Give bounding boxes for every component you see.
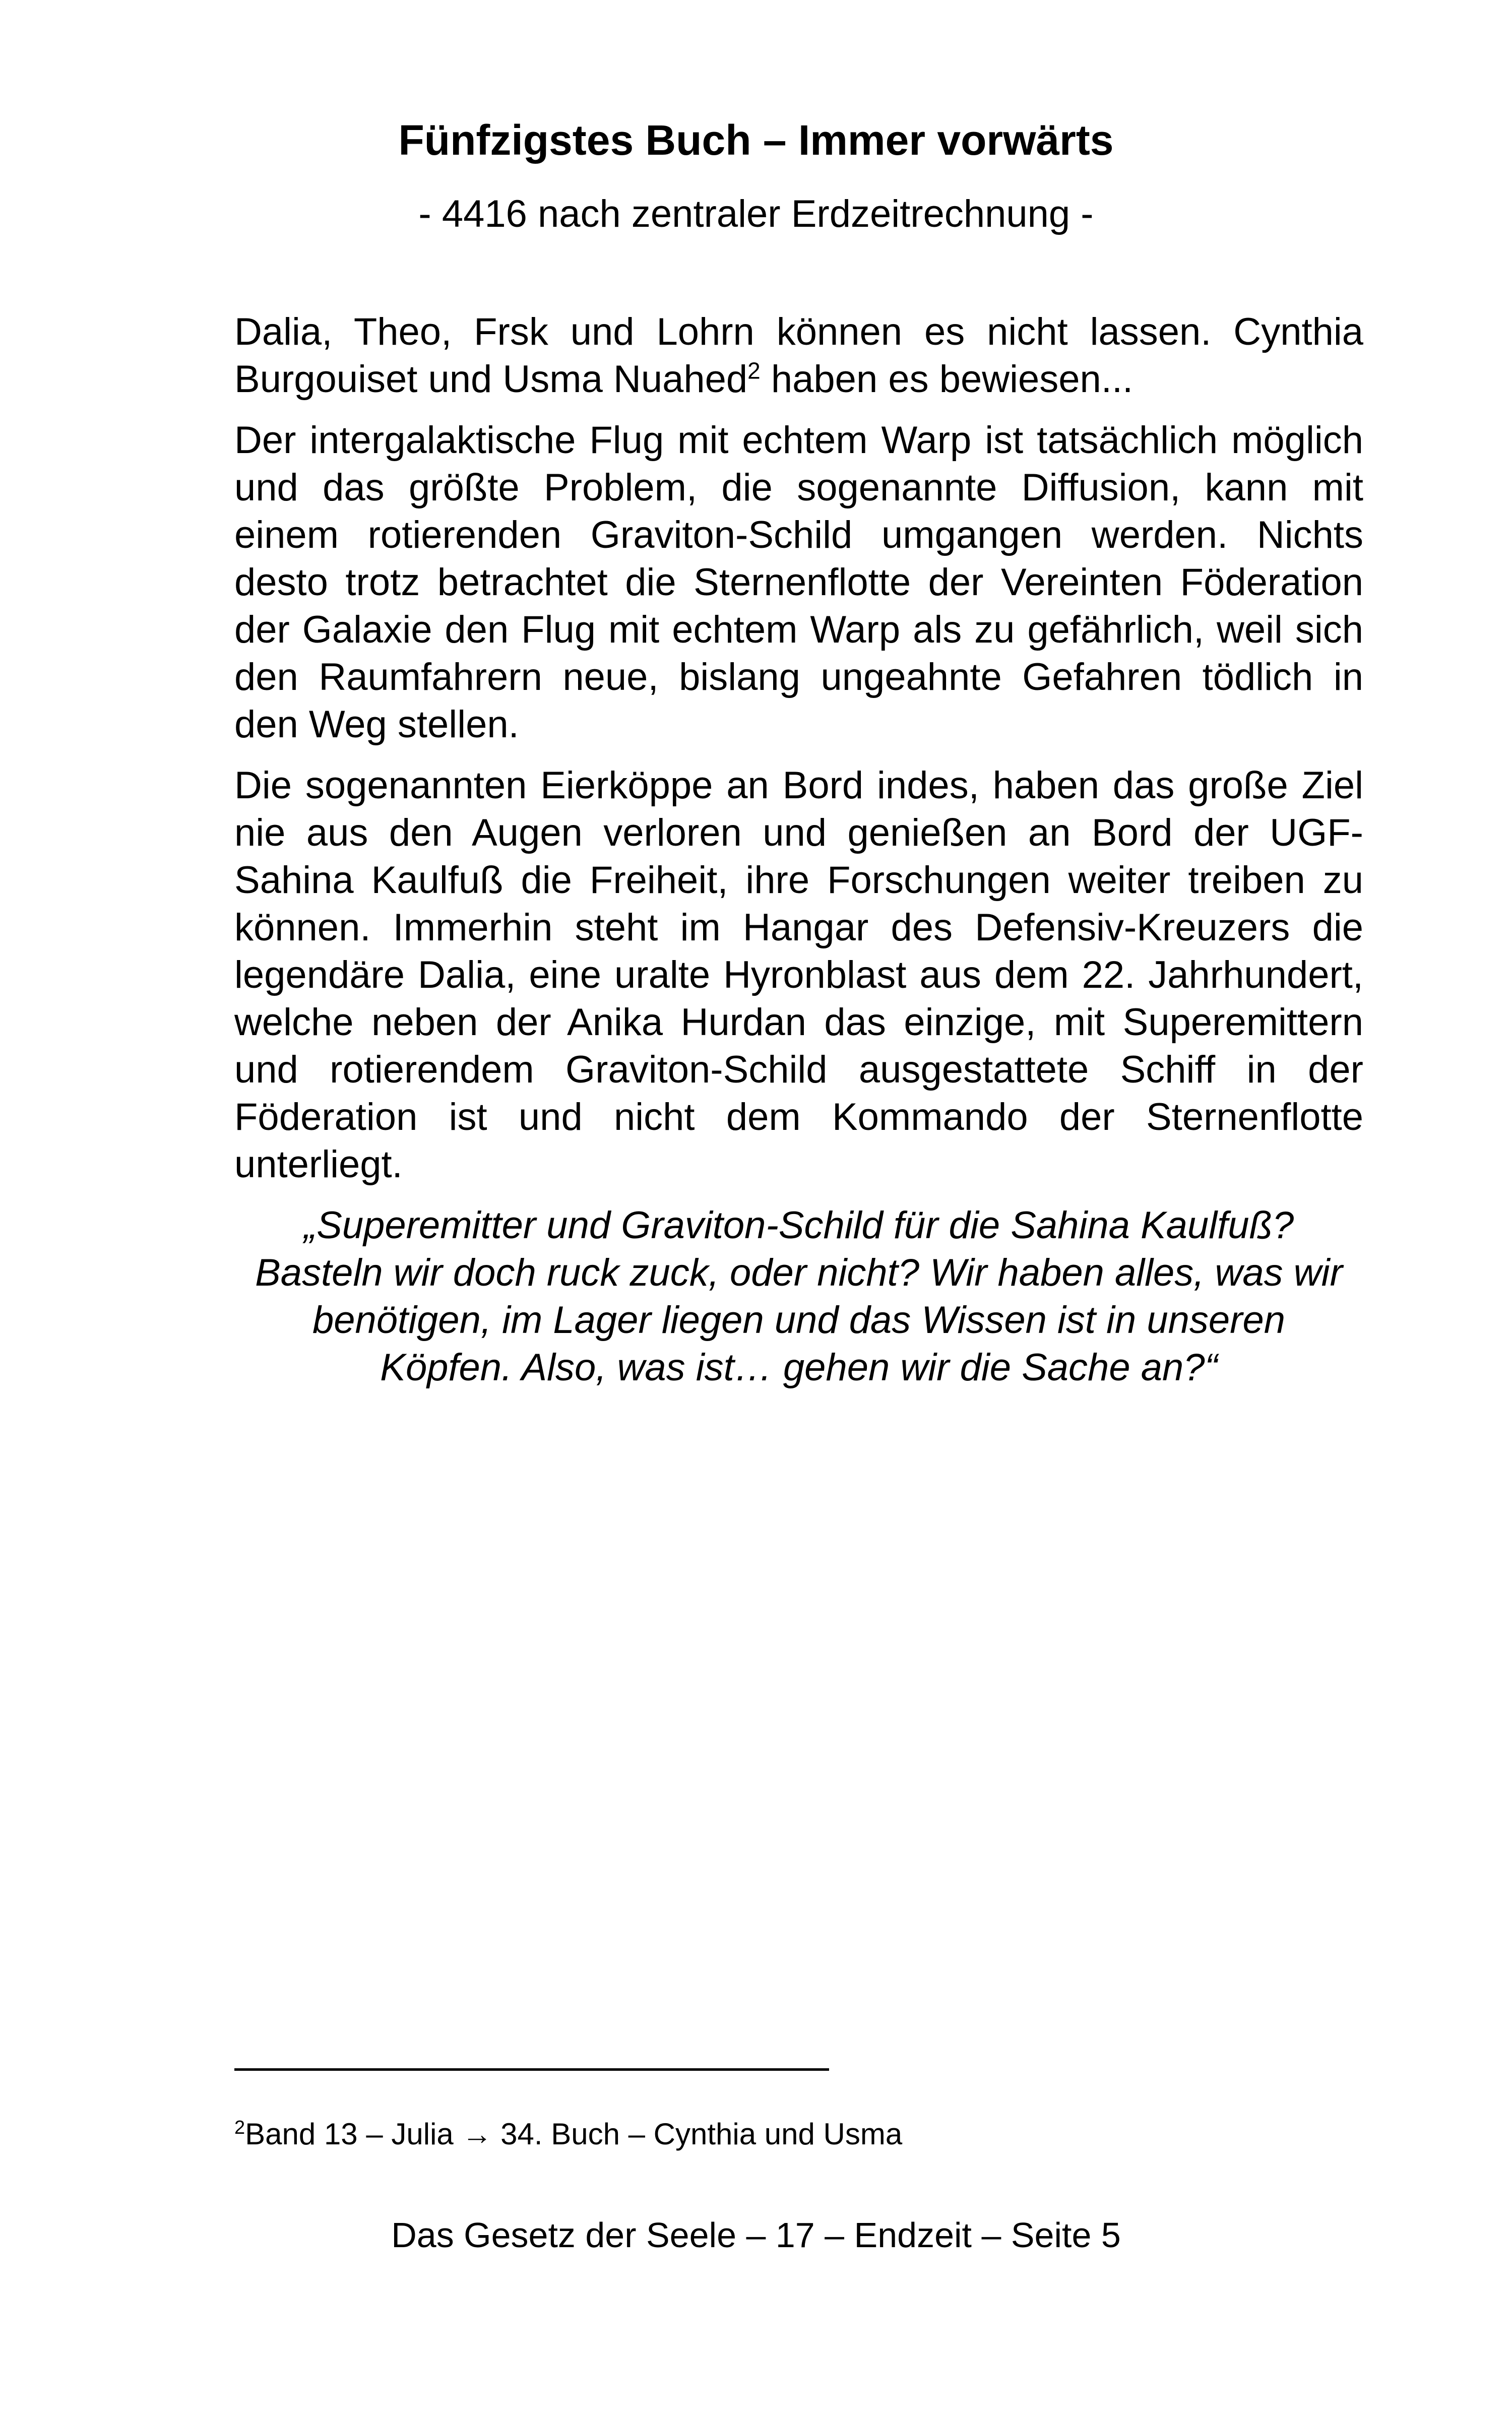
footnote-mark: 2 (234, 2117, 245, 2138)
italic-quote: „Superemitter und Graviton-Schild für die Sahina Kaulfuß? Basteln wir doch ruck zuck, oder nicht? Wir haben alles, was wir benötigen, im Lager liegen und das Wissen ist in unseren Köpfen. Also, was ist… gehen wir die Sache an?“ (255, 1204, 1343, 1389)
page-footer: Das Gesetz der Seele – 17 – Endzeit – Seite 5 (391, 2215, 1121, 2255)
footnote (234, 2114, 902, 2154)
footnote-separator (234, 2068, 829, 2071)
paragraph-1-text-b: haben es bewiesen... (760, 358, 1133, 401)
paragraph-2: Der intergalaktische Flug mit echtem Warp ist tatsächlich möglich und das größte Problem, die sogenannte Diffusion, kann mit einem rotierenden Graviton-Schild umgangen werden. Nichts desto trotz betrachtet die Sternenflotte der Vereinten Föderation der Galaxie den Flug mit echtem Warp als zu gefährlich, weil sich den Raumfahrern neue, bislang ungeahnte Gefahren tödlich in den Weg stellen. (234, 419, 1363, 746)
paragraph-3: Die sogenannten Eierköppe an Bord indes, haben das große Ziel nie aus den Augen verloren und genießen an Bord der UGF-Sahina Kaulfuß die Freiheit, ihre Forschungen weiter treiben zu können. Immerhin steht im Hangar des Defensiv-Kreuzers die legendäre Dalia, eine uralte Hyronblast aus dem 22. Jahrhundert, welche neben der Anika Hurdan das einzige, mit Superemittern und rotierendem Graviton-Schild ausgestattete Schiff in der Föderation ist und nicht dem Kommando der Sternenflotte unterliegt. (234, 764, 1363, 1186)
chapter-body (234, 308, 1363, 1391)
paragraph-1 (234, 308, 1363, 403)
paragraph-1-text-a: Dalia, Theo, Frsk und Lohrn können es nicht lassen. Cynthia Burgouiset und Usma Nuahed (234, 310, 1363, 401)
chapter-title: Fünfzigstes Buch – Immer vorwärts (398, 116, 1114, 164)
chapter-subtitle: - 4416 nach zentraler Erdzeitrechnung - (418, 193, 1094, 235)
footnote-reference: 2 (747, 357, 761, 384)
footnote-text: Band 13 – Julia → 34. Buch – Cynthia und Usma (245, 2117, 903, 2151)
